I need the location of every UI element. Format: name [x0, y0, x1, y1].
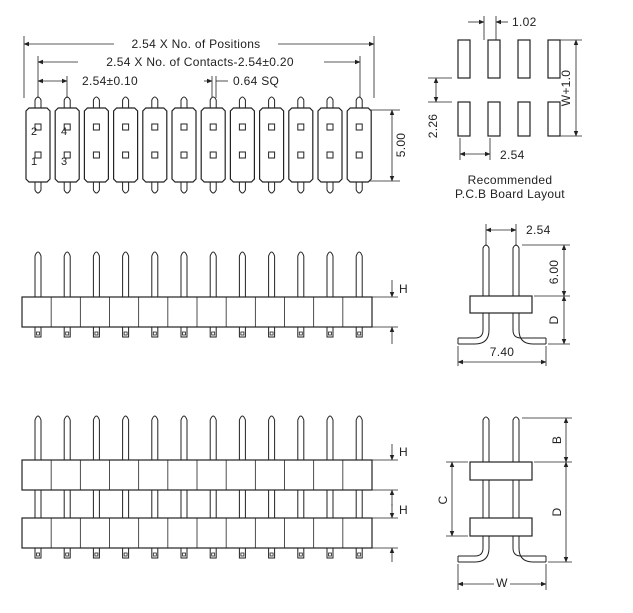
pcb-layout: [426, 15, 582, 201]
pin-post: [181, 416, 187, 460]
pin-tip-bottom: [152, 182, 158, 193]
label-pitch-top: 2.54±0.10: [82, 74, 138, 88]
label-positions: 2.54 X No. of Positions: [131, 37, 261, 51]
label-ra-D: D: [547, 315, 561, 325]
label-pcb-pitch: 2.54: [500, 148, 525, 162]
pcb-pad: [488, 40, 500, 78]
pin-tip-bottom: [64, 182, 70, 193]
pin-tip-top: [152, 97, 158, 108]
pin-square: [210, 152, 216, 158]
pin-number-4: 4: [60, 126, 68, 138]
pin-post: [181, 252, 187, 297]
pin-tip-bottom: [239, 182, 245, 193]
pin-post: [239, 416, 245, 460]
pin-square: [239, 124, 245, 130]
label-de-D: D: [550, 507, 564, 517]
label-ra-height: 6.00: [547, 259, 561, 285]
label-H-double-top: H: [399, 445, 408, 459]
pin-square: [298, 152, 304, 158]
header-cell: [289, 108, 313, 182]
pin-tip-top: [181, 97, 187, 108]
label-de-W: W: [496, 576, 508, 590]
pin-square: [269, 124, 275, 130]
pin-post: [35, 416, 41, 460]
header-cell: [172, 108, 196, 182]
label-height-top: 5.00: [394, 132, 408, 158]
label-H-single: H: [399, 282, 408, 296]
pin-post: [64, 416, 70, 460]
pin-tip-bottom: [327, 182, 333, 193]
header-cell: [84, 108, 108, 182]
pin-mid: [327, 490, 333, 518]
pin-mid: [269, 490, 275, 518]
pin-tip-top: [35, 97, 41, 108]
double-body-side-view: [22, 416, 408, 562]
pin-square: [152, 124, 158, 130]
pin-square: [123, 152, 129, 158]
header-cell: [26, 108, 50, 182]
label-ra-pitch: 2.54: [526, 223, 551, 237]
header-cell: [347, 108, 371, 182]
pin-square: [93, 152, 99, 158]
pcb-pad: [488, 102, 500, 136]
pin-mid: [123, 490, 129, 518]
pcb-pad: [458, 102, 470, 136]
label-H-double-bottom: H: [399, 503, 408, 517]
pin-tip-bottom: [181, 182, 187, 193]
header-cell: [143, 108, 167, 182]
label-ra-width: 7.40: [489, 345, 515, 359]
pin-tip-bottom: [356, 182, 362, 193]
pin-square: [269, 152, 275, 158]
label-pin-sq: 0.64 SQ: [233, 74, 280, 88]
top-view: [24, 36, 408, 193]
pin-tip-bottom: [210, 182, 216, 193]
pin-tip-top: [210, 97, 216, 108]
pin-square: [123, 124, 129, 130]
pin-post: [210, 416, 216, 460]
pin-post: [298, 416, 304, 460]
pin-square: [181, 124, 187, 130]
label-contacts: 2.54 X No. of Contacts-2.54±0.20: [106, 55, 294, 69]
pin-tip-top: [356, 97, 362, 108]
pin-square: [93, 124, 99, 130]
pin-post: [298, 252, 304, 297]
header-cell: [114, 108, 138, 182]
right-angle-view: [458, 223, 570, 366]
pin-square: [181, 152, 187, 158]
pin-tip-bottom: [269, 182, 275, 193]
pin-tip-top: [269, 97, 275, 108]
pin-post: [269, 252, 275, 297]
pin-tip-bottom: [123, 182, 129, 193]
double-body-end-view: [436, 417, 572, 590]
pin-square: [298, 124, 304, 130]
pin-post: [64, 252, 70, 297]
pin-post: [239, 252, 245, 297]
pin-mid: [152, 490, 158, 518]
pin-post: [356, 252, 362, 297]
pin-square: [152, 152, 158, 158]
pin-post: [210, 252, 216, 297]
pin-mid: [210, 490, 216, 518]
label-de-B: B: [550, 435, 564, 445]
pin-post: [93, 416, 99, 460]
pin-number-3: 3: [60, 156, 68, 168]
pin-mid: [64, 490, 70, 518]
pin-mid: [239, 490, 245, 518]
header-cell: [260, 108, 284, 182]
label-width-plus: W+1.0: [559, 69, 573, 107]
pin-post: [152, 416, 158, 460]
pin-tip-top: [298, 97, 304, 108]
pin-tip-top: [327, 97, 333, 108]
pin-square: [327, 124, 333, 130]
pcb-caption-line2: P.C.B Board Layout: [455, 187, 565, 201]
pin-square: [327, 152, 333, 158]
pin-mid: [356, 490, 362, 518]
pin-tip-bottom: [35, 182, 41, 193]
pin-square: [239, 152, 245, 158]
pin-square: [356, 152, 362, 158]
pin-post: [327, 252, 333, 297]
pin-tip-top: [64, 97, 70, 108]
pin-number-1: 1: [30, 156, 38, 168]
pin-mid: [35, 490, 41, 518]
single-side-view: [22, 252, 408, 344]
pcb-pad: [518, 102, 530, 136]
pin-square: [210, 124, 216, 130]
pin-number-2: 2: [30, 126, 38, 138]
label-row-gap: 2.26: [426, 113, 440, 139]
pin-tip-bottom: [298, 182, 304, 193]
pin-square: [356, 124, 362, 130]
pin-post: [269, 416, 275, 460]
pin-post: [123, 252, 129, 297]
pin-tip-top: [123, 97, 129, 108]
pin-post: [123, 416, 129, 460]
pin-post: [35, 252, 41, 297]
pin-mid: [93, 490, 99, 518]
pin-post: [356, 416, 362, 460]
pcb-caption-line1: Recommended: [467, 173, 553, 187]
header-cell: [318, 108, 342, 182]
label-pad-width: 1.02: [512, 15, 537, 29]
pin-mid: [181, 490, 187, 518]
pcb-pad: [458, 40, 470, 78]
label-de-C: C: [436, 495, 450, 505]
pin-tip-top: [93, 97, 99, 108]
header-cell: [201, 108, 225, 182]
header-cell: [230, 108, 254, 182]
header-cell: [55, 108, 79, 182]
pin-tip-bottom: [93, 182, 99, 193]
pin-tip-top: [239, 97, 245, 108]
pin-post: [152, 252, 158, 297]
pin-post: [327, 416, 333, 460]
pin-post: [93, 252, 99, 297]
pcb-pad: [518, 40, 530, 78]
pin-mid: [298, 490, 304, 518]
